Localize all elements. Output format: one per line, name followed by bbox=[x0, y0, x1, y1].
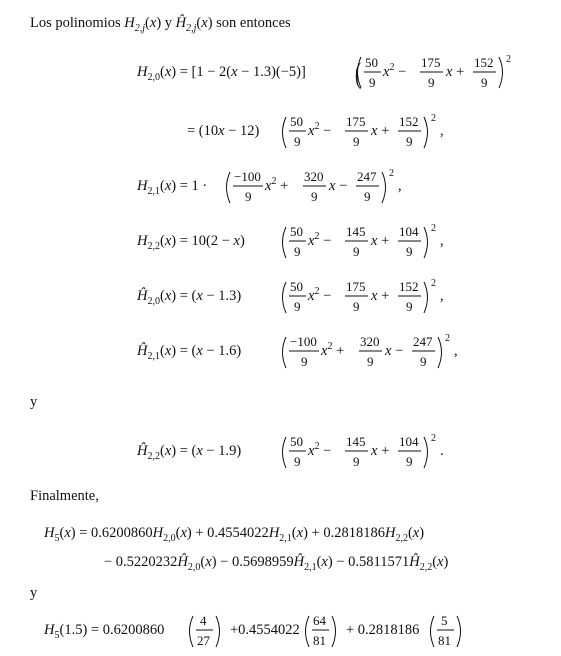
svg-text:(: ( bbox=[355, 57, 361, 91]
equation-H22 bbox=[136, 223, 444, 259]
connector-y-2: y bbox=[30, 585, 38, 601]
svg-text:9: 9 bbox=[311, 189, 318, 204]
svg-text:+0.4554022: +0.4554022 bbox=[230, 622, 300, 638]
svg-text:64: 64 bbox=[313, 613, 326, 628]
svg-text:175: 175 bbox=[421, 55, 441, 70]
svg-text:320: 320 bbox=[360, 334, 380, 349]
equation-H21 bbox=[136, 168, 402, 204]
svg-text:x +: x + bbox=[371, 443, 390, 459]
svg-text:,: , bbox=[440, 233, 444, 249]
svg-text:x +: x + bbox=[371, 288, 390, 304]
svg-text:x +: x + bbox=[371, 123, 390, 139]
svg-text:.: . bbox=[440, 443, 444, 459]
svg-text:Ĥ2,1(x) = (x − 1.6): $Ĥ_{2,1}(x) = (x - 1.6)$ bbox=[137, 343, 242, 362]
svg-text:104: 104 bbox=[399, 434, 419, 449]
svg-text:2: 2 bbox=[431, 433, 436, 444]
svg-text:2: 2 bbox=[431, 278, 436, 289]
svg-text:,: , bbox=[454, 343, 458, 359]
svg-text:9: 9 bbox=[364, 189, 371, 204]
svg-text:9: 9 bbox=[428, 75, 435, 90]
svg-text:Ĥ2,0(x) = (x − 1.3): $Ĥ_{2,0}(x) = (x - 1.3)$ bbox=[137, 288, 242, 307]
svg-text:2: 2 bbox=[389, 168, 394, 179]
svg-text:50: 50 bbox=[290, 224, 303, 239]
svg-text:2: 2 bbox=[431, 113, 436, 124]
svg-text:9: 9 bbox=[353, 134, 360, 149]
svg-text:152: 152 bbox=[399, 114, 419, 129]
svg-text:x2 −: $x^2$ − bbox=[308, 231, 332, 249]
equation-H20-line2 bbox=[187, 113, 444, 149]
svg-text:x −: x − bbox=[385, 343, 404, 359]
svg-text:9: 9 bbox=[420, 354, 427, 369]
svg-text:x2 −: $x^2$ − bbox=[308, 286, 332, 304]
svg-text:− 0.5220232Ĥ2,0(x) − 0.5698959: − $0.5220232Ĥ_{2,0}(x)$ − $0.5698959Ĥ_{2,1}(x)$ − $0.5811571Ĥ_{2,2}(x)$ bbox=[104, 554, 449, 573]
svg-text:9: 9 bbox=[294, 299, 301, 314]
svg-text:H5(1.5) = 0.6200860: $H_5(1.5) = 0.6200860$ bbox=[44, 622, 165, 641]
svg-text:320: 320 bbox=[304, 169, 324, 184]
svg-text:50: 50 bbox=[290, 434, 303, 449]
svg-text:x +: x + bbox=[371, 233, 390, 249]
svg-text:247: 247 bbox=[413, 334, 433, 349]
equation-H5-eval bbox=[43, 613, 461, 648]
svg-text:9: 9 bbox=[245, 189, 252, 204]
svg-text:H5(x) = 0.6200860H2,0(x) + 0.4: $H_5(x) = 0.6200860H_{2,0}(x) + 0.4554022H_{2,1}(x) + 0.2818186H_{2,2}(x)$ bbox=[44, 525, 425, 544]
svg-text:= (10x − 12): = (10x − 12) bbox=[187, 123, 260, 139]
svg-text:9: 9 bbox=[353, 244, 360, 259]
svg-text:9: 9 bbox=[294, 454, 301, 469]
svg-text:2: 2 bbox=[506, 54, 511, 65]
svg-text:9: 9 bbox=[406, 134, 413, 149]
svg-text:x −: x − bbox=[329, 178, 348, 194]
svg-text:H2,1(x) = 1 ·: $H_{2,1}(x) = 1$ · bbox=[137, 178, 208, 197]
svg-text:Ĥ2,2(x) = (x − 1.9): $Ĥ_{2,2}(x) = (x - 1.9)$ bbox=[137, 443, 242, 462]
svg-text:x2 −: $x^2$ − bbox=[308, 441, 332, 459]
equation-H5-line1 bbox=[43, 525, 424, 544]
svg-text:9: 9 bbox=[406, 454, 413, 469]
finalmente-text: Finalmente, bbox=[30, 488, 99, 504]
svg-text:4: 4 bbox=[200, 613, 207, 628]
svg-text:9: 9 bbox=[301, 354, 308, 369]
svg-text:−100: −100 bbox=[234, 169, 261, 184]
svg-text:50: 50 bbox=[365, 55, 378, 70]
svg-text:x2 −: $x^2$ − bbox=[308, 121, 332, 139]
svg-text:9: 9 bbox=[481, 75, 488, 90]
svg-text:+ 0.2818186: + 0.2818186 bbox=[346, 622, 420, 638]
svg-text:81: 81 bbox=[438, 633, 451, 648]
svg-text:175: 175 bbox=[346, 279, 366, 294]
svg-text:x2 +: $x^2$ + bbox=[265, 176, 289, 194]
svg-text:247: 247 bbox=[357, 169, 377, 184]
svg-text:x +: x + bbox=[446, 64, 465, 80]
svg-text:81: 81 bbox=[313, 633, 326, 648]
svg-text:,: , bbox=[440, 288, 444, 304]
svg-text:x2 +: $x^2$ + bbox=[321, 341, 345, 359]
svg-text:9: 9 bbox=[353, 299, 360, 314]
equation-Hhat22 bbox=[136, 433, 444, 469]
svg-text:9: 9 bbox=[369, 75, 376, 90]
svg-text:104: 104 bbox=[399, 224, 419, 239]
svg-text:2: 2 bbox=[445, 333, 450, 344]
intro-text: Los polinomios $H_{2,j}(x)$ y $Ĥ_{2,j}(x)$ son entonces bbox=[30, 15, 291, 34]
svg-text:,: , bbox=[440, 123, 444, 139]
svg-text:9: 9 bbox=[406, 244, 413, 259]
svg-text:9: 9 bbox=[367, 354, 374, 369]
svg-text:50: 50 bbox=[290, 114, 303, 129]
svg-text:9: 9 bbox=[294, 134, 301, 149]
svg-text:H2,0(x) = [1 − 2(x − 1.3)(−5)]: $H_{2,0}(x) = [1 - 2(x - 1.3)(-5)]$ bbox=[137, 64, 306, 83]
svg-text:152: 152 bbox=[474, 55, 494, 70]
equation-Hhat21 bbox=[136, 333, 458, 369]
svg-text:x2 −: $x^2$ − bbox=[383, 62, 407, 80]
svg-text:−100: −100 bbox=[290, 334, 317, 349]
svg-text:27: 27 bbox=[197, 633, 210, 648]
svg-text:9: 9 bbox=[406, 299, 413, 314]
svg-text:9: 9 bbox=[294, 244, 301, 259]
svg-text:2: 2 bbox=[431, 223, 436, 234]
svg-text:145: 145 bbox=[346, 434, 366, 449]
svg-text:50: 50 bbox=[290, 279, 303, 294]
connector-y-1: y bbox=[30, 394, 38, 410]
svg-text:5: 5 bbox=[441, 613, 448, 628]
svg-text:175: 175 bbox=[346, 114, 366, 129]
svg-text:H2,2(x) = 10(2 − x): $H_{2,2}(x) = 10(2 - x)$ bbox=[137, 233, 245, 252]
equation-H5-line2 bbox=[104, 553, 448, 573]
equation-H20-line1 bbox=[136, 54, 511, 90]
svg-text:,: , bbox=[398, 178, 402, 194]
svg-text:9: 9 bbox=[353, 454, 360, 469]
svg-text:152: 152 bbox=[399, 279, 419, 294]
equation-Hhat20 bbox=[136, 278, 444, 314]
svg-text:145: 145 bbox=[346, 224, 366, 239]
